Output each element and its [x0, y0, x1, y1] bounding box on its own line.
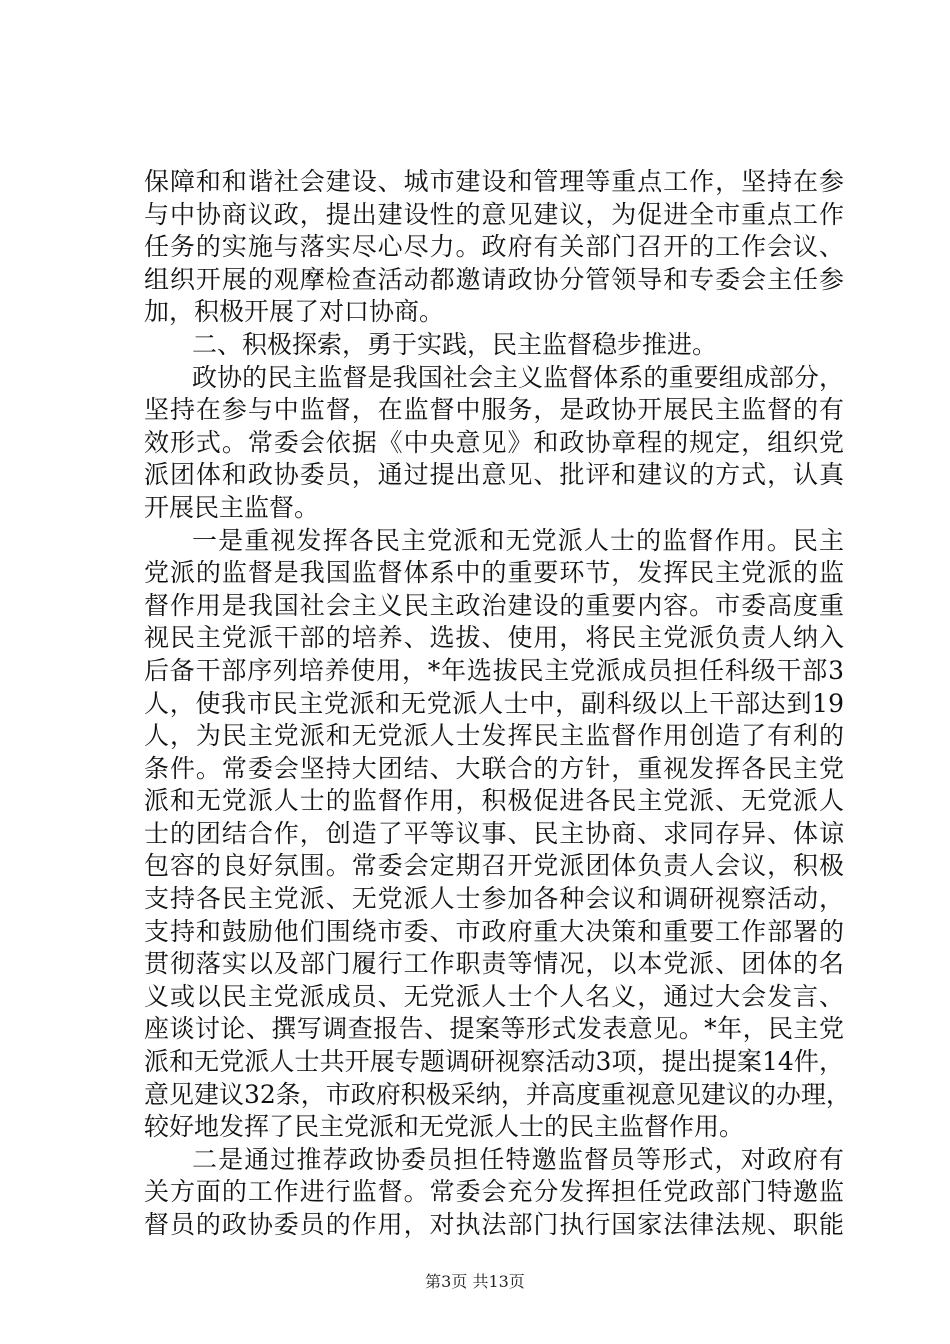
- text-line: 督员的政协委员的作用，对执法部门执行国家法律法规、职能: [144, 1210, 844, 1239]
- text-line: 任务的实施与落实尽心尽力。政府有关部门召开的工作会议、: [144, 232, 844, 262]
- text-line: 支持和鼓励他们围绕市委、市政府重大决策和重要工作部署的: [144, 916, 844, 946]
- text-line: 士的团结合作，创造了平等议事、民主协商、求同存异、体谅: [144, 818, 844, 848]
- text-line: 与中协商议政，提出建设性的意见建议，为促进全市重点工作: [144, 199, 844, 229]
- text-line: 派团体和政协委员，通过提出意见、批评和建议的方式，认真: [144, 460, 844, 490]
- paragraph: [144, 362, 844, 525]
- text-line: 后备干部序列培养使用，*年选拔民主党派成员担任科级干部3: [144, 655, 844, 685]
- text-line: 保障和和谐社会建设、城市建设和管理等重点工作，坚持在参: [144, 167, 844, 196]
- text-line: 效形式。常委会依据《中央意见》和政协章程的规定，组织党: [144, 427, 844, 457]
- text-line: 组织开展的观摩检查活动都邀请政协分管领导和专委会主任参: [144, 264, 844, 294]
- paragraph: [144, 1144, 844, 1242]
- text-line: 党派的监督是我国监督体系中的重要环节，发挥民主党派的监: [144, 558, 844, 588]
- text-line: 开展民主监督。: [144, 492, 320, 522]
- text-line: 条件。常委会坚持大团结、大联合的方针，重视发挥各民主党: [144, 753, 844, 783]
- text-line: 视民主党派干部的培养、选拔、使用，将民主党派负责人纳入: [144, 623, 844, 653]
- page-number-footer: 第3页 共13页: [425, 1272, 525, 1291]
- text-line: 派和无党派人士的监督作用，积极促进各民主党派、无党派人: [144, 786, 844, 816]
- text-line: 人，为民主党派和无党派人士发挥民主监督作用创造了有利的: [144, 721, 844, 751]
- section-heading: [144, 329, 844, 362]
- paragraph: [144, 525, 851, 1144]
- text-line: 二、积极探索，勇于实践，民主监督稳步推进。: [192, 329, 718, 359]
- text-line: 加，积极开展了对口协商。: [144, 297, 445, 327]
- text-line: 关方面的工作进行监督。常委会充分发挥担任党政部门特邀监: [144, 1177, 844, 1207]
- text-line: 一是重视发挥各民主党派和无党派人士的监督作用。民主: [192, 525, 844, 555]
- text-line: 政协的民主监督是我国社会主义监督体系的重要组成部分，: [192, 362, 844, 392]
- text-line: 义或以民主党派成员、无党派人士个人名义，通过大会发言、: [144, 981, 844, 1011]
- text-line: 派和无党派人士共开展专题调研视察活动3项，提出提案14件，: [144, 1047, 844, 1077]
- text-line: 座谈讨论、撰写调查报告、提案等形式发表意见。*年，民主党: [144, 1014, 844, 1044]
- text-line: 贯彻落实以及部门履行工作职责等情况，以本党派、团体的名: [144, 949, 844, 979]
- text-line: 人，使我市民主党派和无党派人士中，副科级以上干部达到19: [144, 688, 844, 718]
- text-line: 较好地发挥了民主党派和无党派人士的民主监督作用。: [144, 1112, 745, 1142]
- text-line: 二是通过推荐政协委员担任特邀监督员等形式，对政府有: [192, 1144, 844, 1174]
- paragraph: [144, 166, 844, 329]
- text-line: 支持各民主党派、无党派人士参加各种会议和调研视察活动，: [144, 884, 844, 914]
- document-body: [144, 166, 851, 1242]
- text-line: 包容的良好氛围。常委会定期召开党派团体负责人会议，积极: [144, 851, 844, 881]
- text-line: 意见建议32条，市政府积极采纳，并高度重视意见建议的办理，: [144, 1079, 851, 1109]
- text-line: 督作用是我国社会主义民主政治建设的重要内容。市委高度重: [144, 590, 844, 620]
- text-line: 坚持在参与中监督，在监督中服务，是政协开展民主监督的有: [144, 395, 844, 425]
